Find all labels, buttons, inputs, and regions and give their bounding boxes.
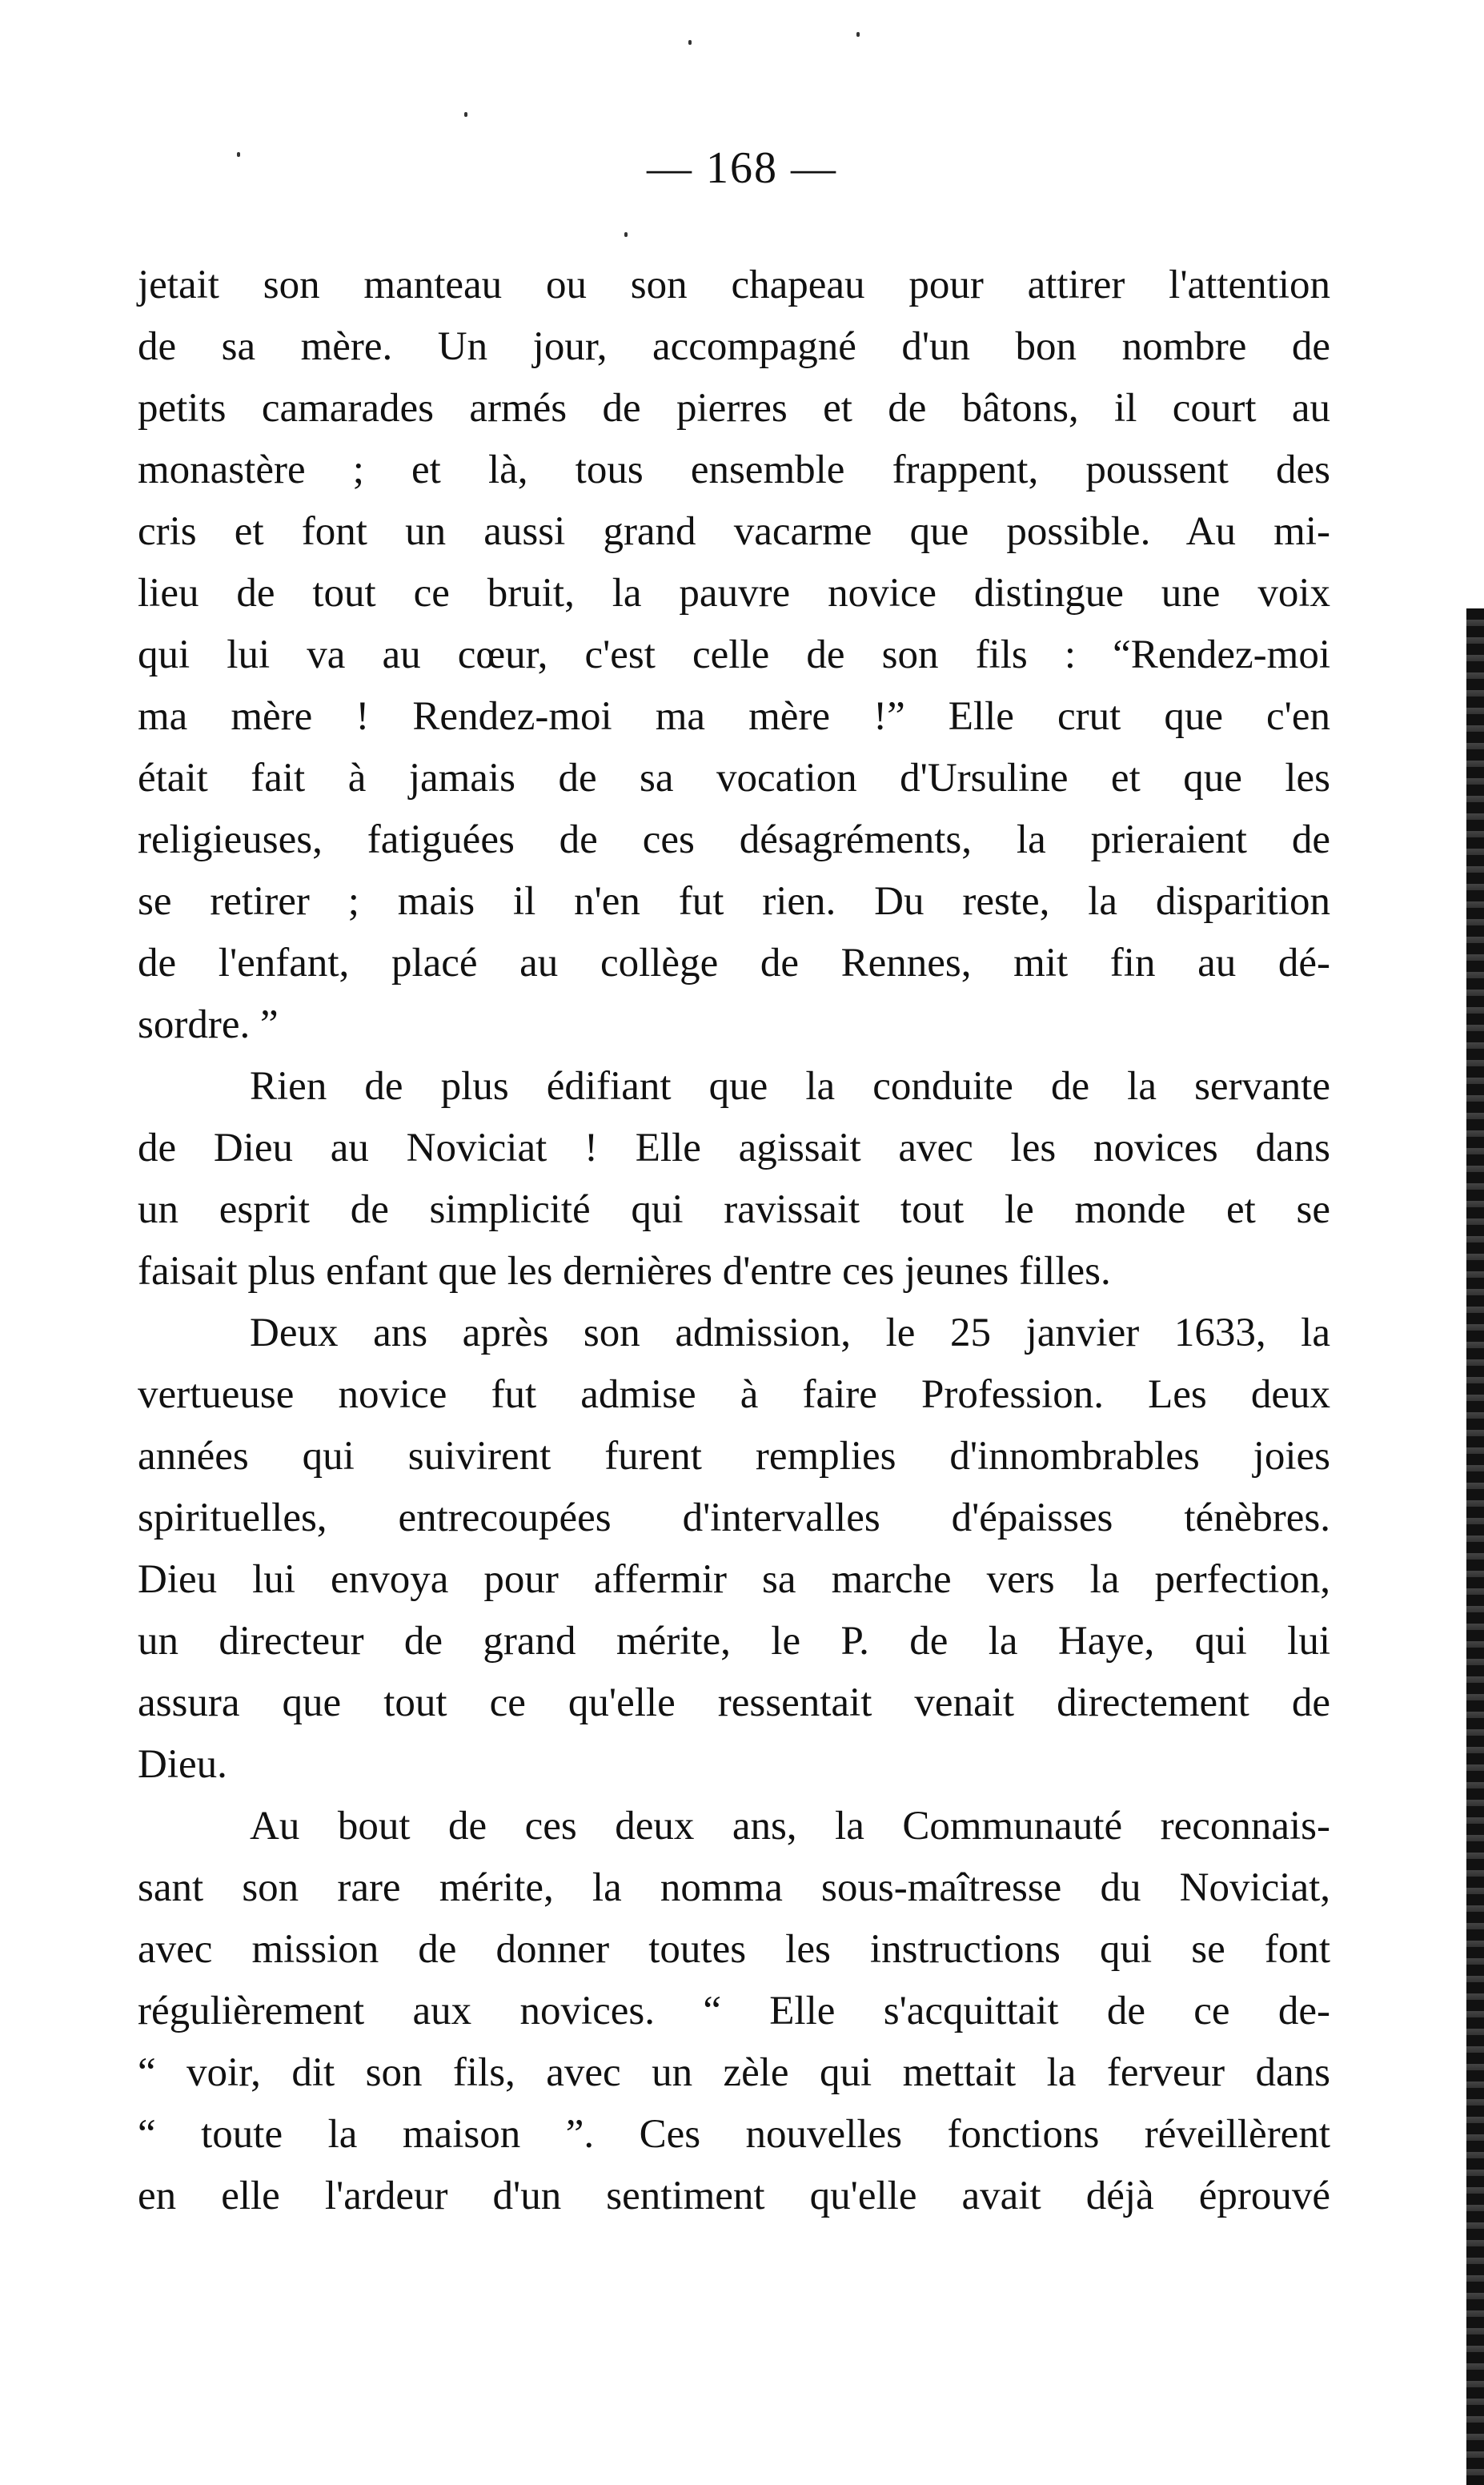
text-line: en elle l'ardeur d'un sentiment qu'elle avait déjà éprouvé	[138, 2174, 1330, 2218]
print-speck	[464, 112, 467, 117]
page-edge-shadow	[1466, 608, 1484, 2485]
print-speck	[856, 32, 860, 37]
text-line: monastère ; et là, tous ensemble frappent, poussent des	[138, 448, 1330, 492]
text-line: qui lui va au cœur, c'est celle de son fils : “Rendez-moi	[138, 632, 1330, 677]
text-line: sordre. ”	[138, 1002, 279, 1047]
print-speck	[237, 152, 240, 157]
text-line: jetait son manteau ou son chapeau pour attirer l'attention	[138, 263, 1330, 307]
text-line: régulièrement aux novices. “ Elle s'acquittait de ce de-	[138, 1989, 1330, 2033]
text-line: Dieu lui envoya pour affermir sa marche vers la perfection,	[138, 1557, 1330, 1602]
text-line: de Dieu au Noviciat ! Elle agissait avec les novices dans	[138, 1126, 1330, 1170]
text-line: assura que tout ce qu'elle ressentait venait directement de	[138, 1680, 1330, 1725]
text-line: se retirer ; mais il n'en fut rien. Du reste, la disparition	[138, 879, 1330, 924]
text-line: de sa mère. Un jour, accompagné d'un bon nombre de	[138, 324, 1330, 369]
text-line: spirituelles, entrecoupées d'intervalles d'épaisses ténèbres.	[138, 1495, 1330, 1540]
paragraph-start-line: Au bout de ces deux ans, la Communauté reconnais-	[250, 1804, 1330, 1849]
text-line: faisait plus enfant que les dernières d'entre ces jeunes filles.	[138, 1249, 1111, 1294]
text-line: cris et font un aussi grand vacarme que possible. Au mi-	[138, 509, 1330, 554]
text-line: “ toute la maison ”. Ces nouvelles fonctions réveillèrent	[138, 2112, 1330, 2157]
text-line: religieuses, fatiguées de ces désagréments, la prieraient de	[138, 817, 1330, 862]
text-line: vertueuse novice fut admise à faire Profession. Les deux	[138, 1372, 1330, 1417]
page-number: — 168 —	[647, 143, 837, 193]
text-line: un esprit de simplicité qui ravissait tout le monde et se	[138, 1187, 1330, 1232]
text-line: années qui suivirent furent remplies d'innombrables joies	[138, 1434, 1330, 1479]
text-line: Dieu.	[138, 1742, 227, 1787]
text-line: petits camarades armés de pierres et de bâtons, il court au	[138, 386, 1330, 431]
paragraph-start-line: Rien de plus édifiant que la conduite de la servante	[250, 1064, 1330, 1109]
text-line: sant son rare mérite, la nomma sous-maîtresse du Noviciat,	[138, 1865, 1330, 1910]
text-line: avec mission de donner toutes les instructions qui se font	[138, 1927, 1330, 1972]
paragraph-start-line: Deux ans après son admission, le 25 janvier 1633, la	[250, 1311, 1330, 1355]
text-line: était fait à jamais de sa vocation d'Ursuline et que les	[138, 756, 1330, 801]
text-line: “ voir, dit son fils, avec un zèle qui mettait la ferveur dans	[138, 2050, 1330, 2095]
body-text	[138, 255, 1330, 2227]
text-line: ma mère ! Rendez-moi ma mère !” Elle crut que c'en	[138, 694, 1330, 739]
print-speck	[688, 40, 692, 45]
text-line: lieu de tout ce bruit, la pauvre novice distingue une voix	[138, 571, 1330, 616]
print-speck	[624, 232, 628, 237]
text-line: de l'enfant, placé au collège de Rennes, mit fin au dé-	[138, 941, 1330, 986]
text-line: un directeur de grand mérite, le P. de la Haye, qui lui	[138, 1619, 1330, 1664]
